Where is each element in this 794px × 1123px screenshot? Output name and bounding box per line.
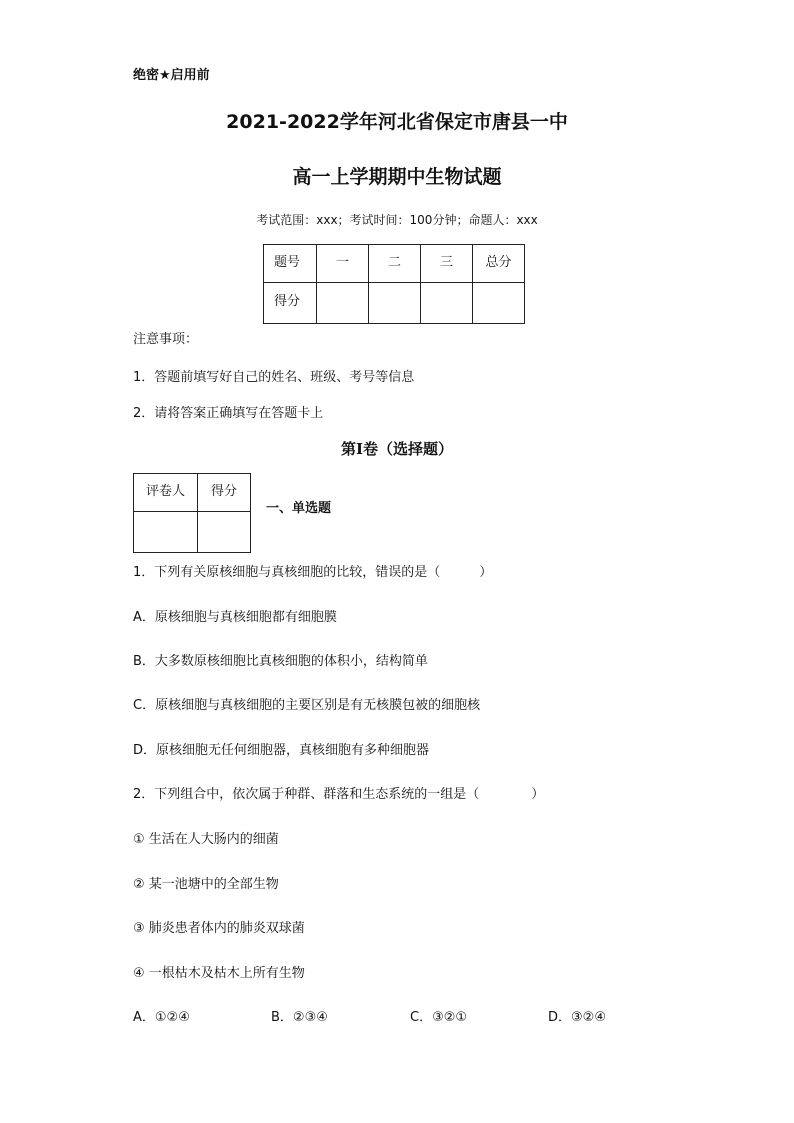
- score-cell-3[interactable]: [421, 283, 473, 324]
- grader-table-header-score: 得分: [198, 474, 251, 512]
- question-option: B．②③④: [271, 1010, 328, 1025]
- score-table: [263, 244, 525, 324]
- score-table-row-label: 得分: [264, 283, 317, 324]
- score-cell-1[interactable]: [317, 283, 369, 324]
- exam-title-line1: 2021-2022学年河北省保定市唐县一中: [226, 111, 568, 133]
- score-cell-total[interactable]: [473, 283, 525, 324]
- grader-score-cell[interactable]: [198, 512, 251, 553]
- question-item: ③ 肺炎患者体内的肺炎双球菌: [133, 921, 305, 936]
- grader-table-header-grader: 评卷人: [134, 474, 198, 512]
- question-option: C．③②①: [410, 1010, 468, 1025]
- notes-title: 注意事项：: [133, 332, 199, 347]
- question-item: ① 生活在人大肠内的细菌: [133, 832, 279, 847]
- question-item: ② 某一池塘中的全部生物: [133, 877, 279, 892]
- score-table-header-3: 三: [421, 245, 473, 283]
- part-title: 第I卷（选择题）: [340, 440, 454, 458]
- grader-cell[interactable]: [134, 512, 198, 553]
- question-stem: 2．下列组合中，依次属于种群、群落和生态系统的一组是（ ）: [133, 787, 545, 802]
- question-option: D．原核细胞无任何细胞器，真核细胞有多种细胞器: [133, 743, 430, 758]
- question-option: A．原核细胞与真核细胞都有细胞膜: [133, 610, 337, 625]
- exam-title-line2: 高一上学期期中生物试题: [292, 166, 502, 188]
- question-item: ④ 一根枯木及枯木上所有生物: [133, 966, 305, 981]
- score-table-header-number: 题号: [264, 245, 317, 283]
- secret-label: 绝密★启用前: [133, 68, 210, 83]
- question-option: B．大多数原核细胞比真核细胞的体积小，结构简单: [133, 654, 428, 669]
- question-option: D．③②④: [548, 1010, 606, 1025]
- question-option: A．①②④: [133, 1010, 190, 1025]
- exam-info: 考试范围：xxx；考试时间：100分钟；命题人：xxx: [256, 213, 538, 227]
- section-title: 一、单选题: [266, 501, 332, 516]
- question-stem: 1．下列有关原核细胞与真核细胞的比较，错误的是（ ）: [133, 565, 493, 580]
- note-item: 1．答题前填写好自己的姓名、班级、考号等信息: [133, 370, 415, 385]
- score-cell-2[interactable]: [369, 283, 421, 324]
- question-option: C．原核细胞与真核细胞的主要区别是有无核膜包被的细胞核: [133, 698, 481, 713]
- grader-table: [133, 473, 251, 553]
- score-table-header-2: 二: [369, 245, 421, 283]
- note-item: 2．请将答案正确填写在答题卡上: [133, 406, 324, 421]
- score-table-header-1: 一: [317, 245, 369, 283]
- score-table-header-total: 总分: [473, 245, 525, 283]
